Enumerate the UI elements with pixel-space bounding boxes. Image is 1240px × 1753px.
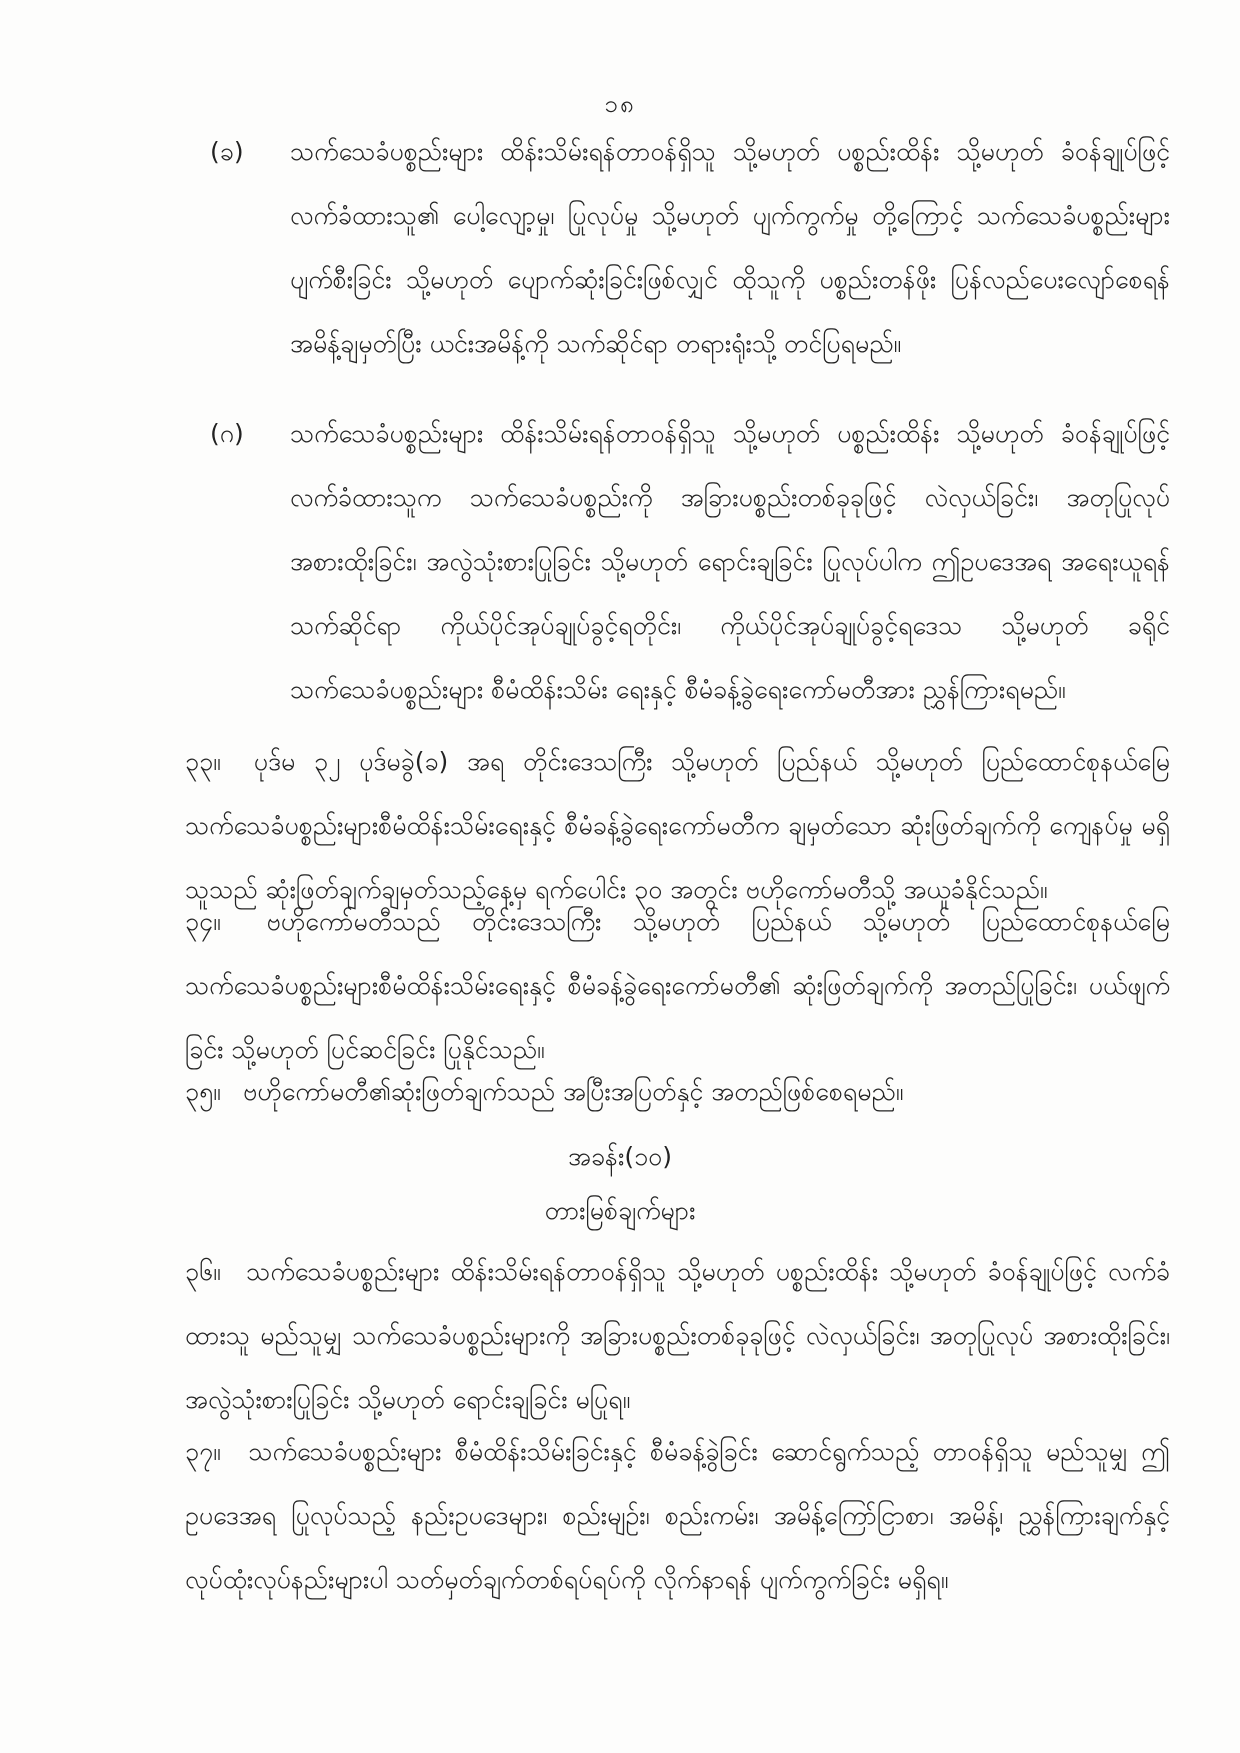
section-text: သက်သေခံပစ္စည်းများ စီမံထိန်းသိမ်းခြင်းနှင့် စီမံခန့်ခွဲခြင်း ဆောင်ရွက်သည့် တာဝန်ရှိသူ မည်သူမျှ ဤဥပဒေအရ ပြုလုပ်သည့် နည်းဥပဒေများ၊ စည်းမျဉ်း၊ စည်းကမ်း၊ အမိန့်ကြော်ငြာစာ၊ အမိန့်၊ ညွှန်ကြားချက်နှင့် လုပ်ထုံးလုပ်နည်းများပါ သတ်မှတ်ချက်တစ်ရပ်ရပ်ကို လိုက်နာရန် ပျက်ကွက်ခြင်း မရှိရ။	[185, 1437, 1170, 1594]
clause-text: သက်သေခံပစ္စည်းများ ထိန်းသိမ်းရန်တာဝန်ရှိသူ သို့မဟုတ် ပစ္စည်းထိန်း သို့မဟုတ် ခံဝန်ချုပ်ဖြင့်လက်ခံထားသူက သက်သေခံပစ္စည်းကို အခြားပစ္စည်းတစ်ခုခုဖြင့် လဲလှယ်ခြင်း၊ အတုပြုလုပ်အစားထိုးခြင်း၊ အလွဲသုံးစားပြုခြင်း သို့မဟုတ် ရောင်းချခြင်း ပြုလုပ်ပါက ဤဥပဒေအရ အရေးယူရန် သက်ဆိုင်ရာ ကိုယ်ပိုင်အုပ်ချုပ်ခွင့်ရတိုင်း၊ ကိုယ်ပိုင်အုပ်ချုပ်ခွင့်ရဒေသ သို့မဟုတ် ခရိုင်သက်သေခံပစ္စည်းများ စီမံထိန်းသိမ်း ရေးနှင့် စီမံခန့်ခွဲရေးကော်မတီအား ညွှန်ကြားရမည်။	[290, 419, 1170, 704]
section-number: ၃၃။	[185, 747, 221, 776]
clause-text: သက်သေခံပစ္စည်းများ ထိန်းသိမ်းရန်တာဝန်ရှိသူ သို့မဟုတ် ပစ္စည်းထိန်း သို့မဟုတ် ခံဝန်ချုပ်ဖြင့် လက်ခံထားသူ၏ ပေါ့လျော့မှု၊ ပြုလုပ်မှု သို့မဟုတ် ပျက်ကွက်မှု တို့ကြောင့် သက်သေခံပစ္စည်းများ ပျက်စီးခြင်း သို့မဟုတ် ပျောက်ဆုံးခြင်းဖြစ်လျှင် ထိုသူကို ပစ္စည်းတန်ဖိုး ပြန်လည်ပေးလျော်စေရန် အမိန့်ချမှတ်ပြီး ယင်းအမိန့်ကို သက်ဆိုင်ရာ တရားရုံးသို့ တင်ပြရမည်။	[290, 137, 1170, 358]
section-text: ပုဒ်မ ၃၂ ပုဒ်မခွဲ(ခ) အရ တိုင်းဒေသကြီး သို့မဟုတ် ပြည်နယ် သို့မဟုတ် ပြည်ထောင်စုနယ်မြေ သက်သေခံပစ္စည်းများစီမံထိန်းသိမ်းရေးနှင့် စီမံခန့်ခွဲရေးကော်မတီက ချမှတ်သော ဆုံးဖြတ်ချက်ကို ကျေနပ်မှု မရှိသူသည် ဆုံးဖြတ်ချက်ချမှတ်သည့်နေ့မှ ရက်ပေါင်း ၃၀ အတွင်း ဗဟိုကော်မတီသို့ အယူခံနိုင်သည်။	[185, 747, 1170, 904]
clause-kha	[210, 120, 1170, 376]
clause-marker: (ဂ)	[210, 419, 244, 448]
section-text: ဗဟိုကော်မတီသည် တိုင်းဒေသကြီး သို့မဟုတ် ပြည်နယ် သို့မဟုတ် ပြည်ထောင်စုနယ်မြေ သက်သေခံပစ္စည်းများစီမံထိန်းသိမ်းရေးနှင့် စီမံခန့်ခွဲရေးကော်မတီ၏ ဆုံးဖြတ်ချက်ကို အတည်ပြုခြင်း၊ ပယ်ဖျက်ခြင်း သို့မဟုတ် ပြင်ဆင်ခြင်း ပြုနိုင်သည်။	[185, 907, 1170, 1064]
clause-marker: (ခ)	[210, 137, 244, 166]
clause-ga	[210, 402, 1170, 722]
page-number: ၁၈	[604, 90, 636, 118]
chapter-number: အခန်း(၁၀)	[568, 1142, 672, 1171]
section-36	[185, 1240, 1170, 1432]
section-number: ၃၄။	[185, 907, 221, 936]
section-number: ၃၇။	[185, 1437, 221, 1466]
chapter-title: တားမြစ်ချက်များ	[544, 1196, 696, 1225]
section-text: ဗဟိုကော်မတီ၏ဆုံးဖြတ်ချက်သည် အပြီးအပြတ်နှင့် အတည်ဖြစ်စေရမည်။	[242, 1077, 904, 1106]
section-35	[185, 1060, 1170, 1124]
section-34	[185, 890, 1170, 1082]
section-number: ၃၅။	[185, 1077, 221, 1106]
section-text: သက်သေခံပစ္စည်းများ ထိန်းသိမ်းရန်တာဝန်ရှိသူ သို့မဟုတ် ပစ္စည်းထိန်း သို့မဟုတ် ခံဝန်ချုပ်ဖြင့် လက်ခံထားသူ မည်သူမျှ သက်သေခံပစ္စည်းများကို အခြားပစ္စည်းတစ်ခုခုဖြင့် လဲလှယ်ခြင်း၊ အတုပြုလုပ် အစားထိုးခြင်း၊ အလွဲသုံးစားပြုခြင်း သို့မဟုတ် ရောင်းချခြင်း မပြုရ။	[185, 1257, 1170, 1414]
section-37	[185, 1420, 1170, 1612]
section-number: ၃၆။	[185, 1257, 221, 1286]
